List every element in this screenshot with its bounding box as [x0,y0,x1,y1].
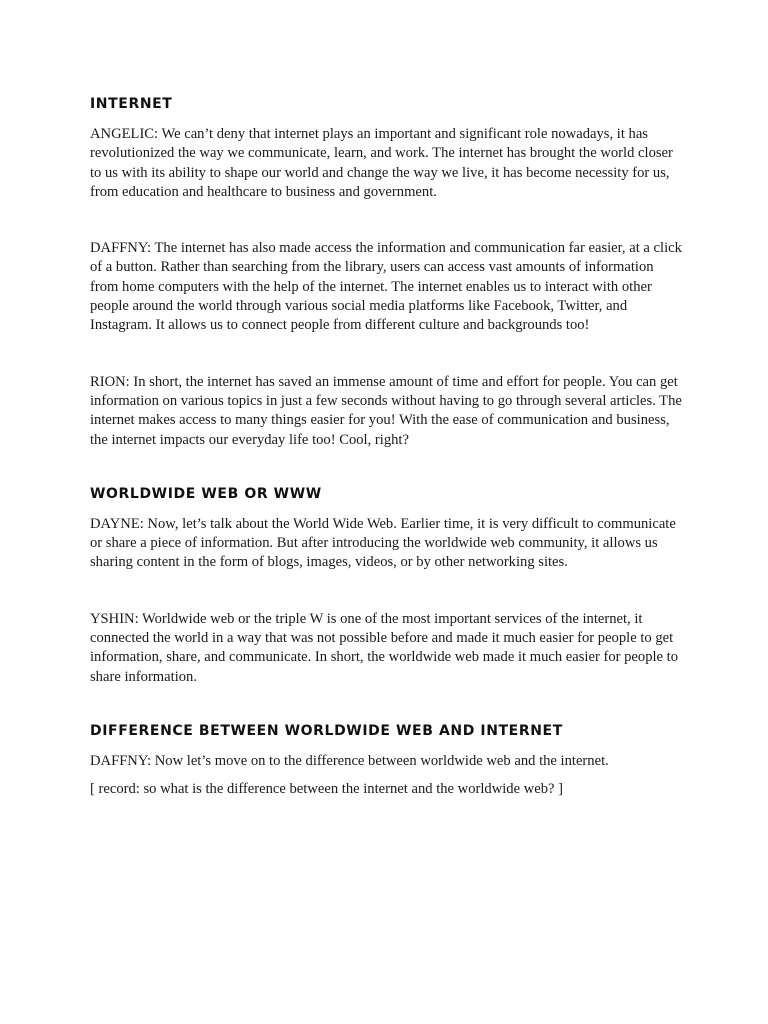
section-worldwide-web [90,484,682,687]
section-internet [90,94,682,450]
section-heading: DIFFERENCE BETWEEN WORLDWIDE WEB AND INTERNET [90,722,563,739]
paragraph-angelic: ANGELIC: We can’t deny that internet plays an important and significant role nowadays, it has revolutionized the way we communicate, learn, and work. The internet has brought the world closer to us with its ability to shape our world and change the way we live, it has become necessity for us, from education and healthcare to business and government. [90,126,673,200]
section-heading: WORLDWIDE WEB OR WWW [90,485,322,502]
paragraph-yshin: YSHIN: Worldwide web or the triple W is one of the most important services of the internet, it connected the world in a way that was not possible before and made it much easier for people to get information, share, and communicate. In short, the worldwide web made it much easier for people to share information. [90,610,679,685]
section-difference [90,721,682,800]
paragraph-dayne: DAYNE: Now, let’s talk about the World Wide Web. Earlier time, it is very difficult to communicate or share a piece of information. But after introducing the worldwide web community, it allows us sharing content in the form of blogs, images, videos, or by other networking sites. [90,515,676,571]
document-page [90,94,682,800]
paragraph-rion: RION: In short, the internet has saved an immense amount of time and effort for people. You can get information on various topics in just a few seconds without having to go through several articles. The internet makes access to many things easier for you! With the ease of communication and business, the internet impacts our everyday life too! Cool, right? [90,373,682,448]
paragraph-daffny-difference: DAFFNY: Now let’s move on to the difference between worldwide web and the internet. [90,752,609,769]
paragraph-record-note: [ record: so what is the difference between the internet and the worldwide web? ] [90,781,564,798]
section-heading: INTERNET [90,96,173,112]
paragraph-daffny: DAFFNY: The internet has also made access the information and communication far easier, at a click of a button. Rather than searching from the library, users can access vast amounts of information from home computers with the help of the internet. The internet enables us to interact with other people around the world through various social media platforms like Facebook, Twitter, and Instagram. It allows us to connect people from different culture and backgrounds too! [90,240,682,334]
